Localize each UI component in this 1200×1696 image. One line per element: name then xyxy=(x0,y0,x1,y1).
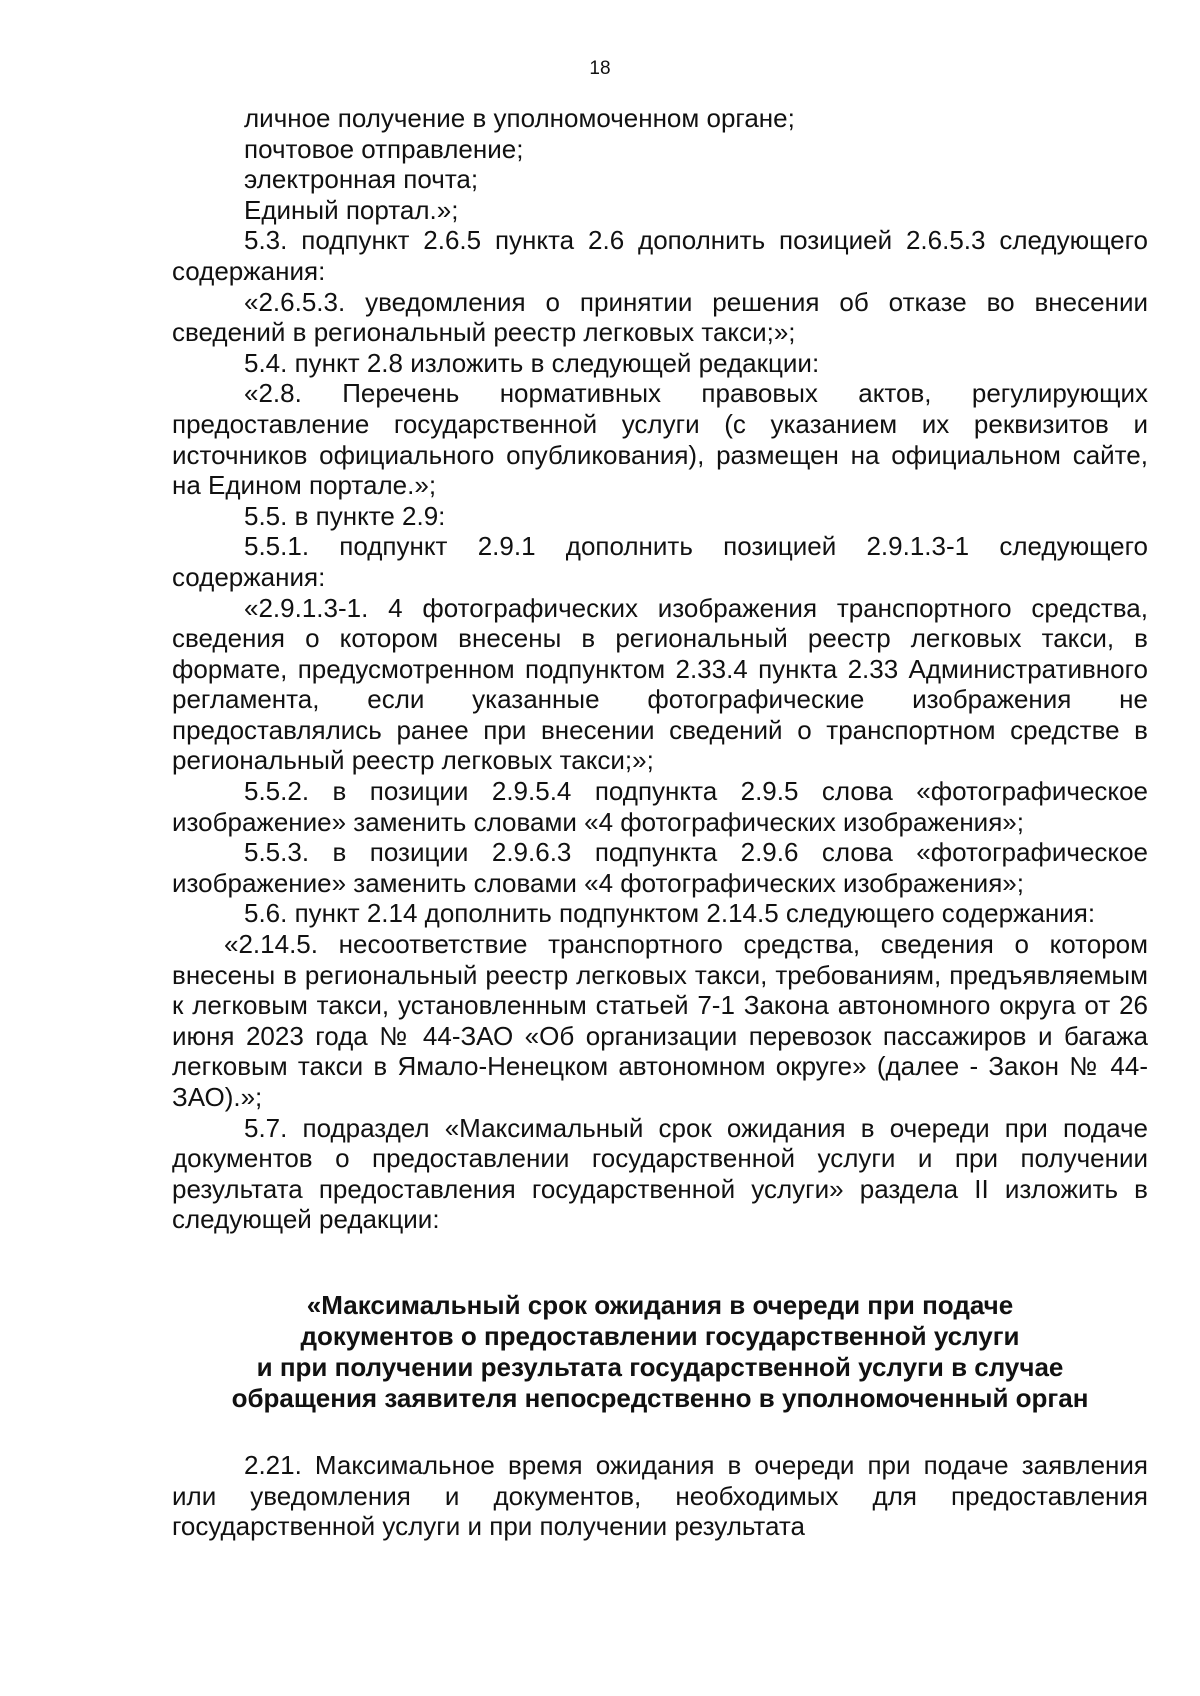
section-heading xyxy=(172,1290,1148,1414)
paragraph-13: 5.5.3. в позиции 2.9.6.3 подпункта 2.9.6 слова «фотографическое изображение» заменить словами «4 фотографических изображения»; xyxy=(172,837,1148,898)
page-number: 18 xyxy=(589,58,611,79)
paragraph-final: 2.21. Максимальное время ожидания в очереди при подаче заявления или уведомления и документов, необходимых для предоставления государственной услуги и при получении результата xyxy=(172,1450,1148,1542)
heading-line-2: документов о предоставлении государственной услуги xyxy=(300,1321,1020,1351)
paragraph-12: 5.5.2. в позиции 2.9.5.4 подпункта 2.9.5 слова «фотографическое изображение» заменить словами «4 фотографических изображения»; xyxy=(172,776,1148,837)
paragraph-16: 5.7. подраздел «Максимальный срок ожидания в очереди при подаче документов о предоставлении государственной услуги и при получении результата предоставления государственной услуги» раздела II изложить в следующей редакции: xyxy=(172,1112,1148,1235)
heading-line-1: «Максимальный срок ожидания в очереди при подаче xyxy=(306,1290,1014,1320)
paragraph-9: 5.5. в пункте 2.9: xyxy=(244,500,446,531)
heading-line-3: и при получении результата государственной услуги в случае xyxy=(256,1352,1064,1382)
heading-line-4: обращения заявителя непосредственно в уполномоченный орган xyxy=(231,1383,1089,1413)
paragraph-8: «2.8. Перечень нормативных правовых актов, регулирующих предоставление государственной услуги (с указанием их реквизитов и источников официального опубликования), размещен на официальном сайте, на Едином портале.»; xyxy=(172,378,1148,501)
paragraph-4: Единый портал.»; xyxy=(244,194,459,225)
document-body xyxy=(172,103,1148,1235)
paragraph-11: «2.9.1.3-1. 4 фотографических изображения транспортного средства, сведения о котором внесены в региональный реестр легковых такси, в формате, предусмотренном подпунктом 2.33.4 пункта 2.33 Административного регламента, если указанные фотографические изображения не предоставлялись ранее при внесении сведений о транспортном средстве в региональный реестр легковых такси;»; xyxy=(172,592,1148,776)
paragraph-15: «2.14.5. несоответствие транспортного средства, сведения о котором внесены в региональный реестр легковых такси, требованиям, предъявляемым к легковым такси, установленным статьей 7-1 Закона автономного округа от 26 июня 2023 года № 44-ЗАО «Об организации перевозок пассажиров и багажа легковым такси в Ямало-Ненецком автономном округе» (далее - Закон № 44-ЗАО).»; xyxy=(172,929,1148,1112)
paragraph-7: 5.4. пункт 2.8 изложить в следующей редакции: xyxy=(244,347,820,378)
document-body-continued xyxy=(172,1450,1148,1542)
paragraph-2: почтовое отправление; xyxy=(244,133,524,164)
paragraph-14: 5.6. пункт 2.14 дополнить подпунктом 2.14.5 следующего содержания: xyxy=(244,898,1096,929)
paragraph-10: 5.5.1. подпункт 2.9.1 дополнить позицией 2.9.1.3-1 следующего содержания: xyxy=(172,531,1148,592)
paragraph-5: 5.3. подпункт 2.6.5 пункта 2.6 дополнить позицией 2.6.5.3 следующего содержания: xyxy=(172,225,1148,286)
paragraph-6: «2.6.5.3. уведомления о принятии решения об отказе во внесении сведений в региональный реестр легковых такси;»; xyxy=(172,286,1148,348)
paragraph-3: электронная почта; xyxy=(244,164,479,195)
paragraph-1: личное получение в уполномоченном органе; xyxy=(244,103,795,133)
